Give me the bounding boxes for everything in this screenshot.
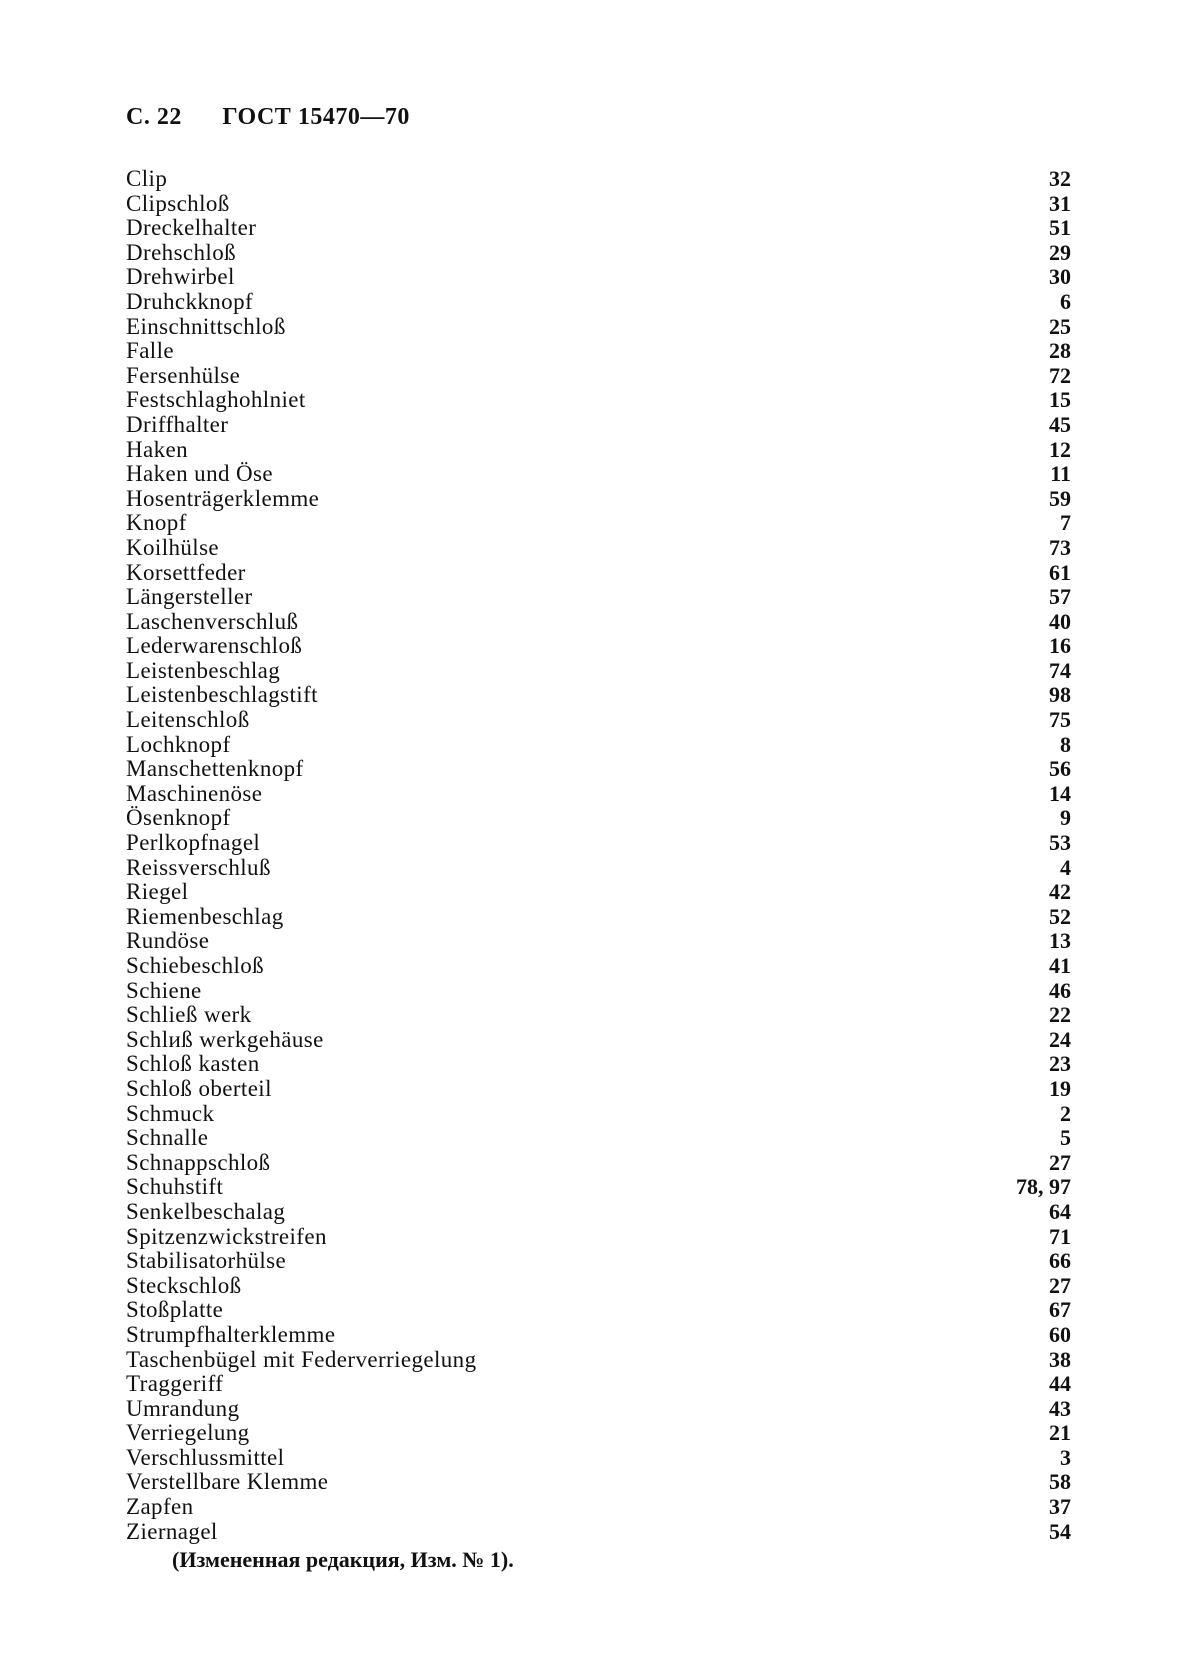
index-reference-number: 9	[1060, 805, 1071, 831]
index-entry	[126, 241, 1071, 266]
index-term: Leistenbeschlag	[126, 657, 281, 683]
index-reference-number: 2	[1060, 1100, 1071, 1126]
index-term: Zapfen	[126, 1494, 194, 1520]
index-term: Traggeriff	[126, 1371, 224, 1397]
index-term: Umrandung	[126, 1395, 240, 1421]
index-reference-number: 41	[1049, 953, 1071, 978]
index-reference-number: 74	[1049, 657, 1071, 683]
index-reference-number: 45	[1049, 411, 1071, 437]
index-reference-number: 6	[1060, 288, 1071, 314]
index-reference-number: 11	[1050, 461, 1071, 487]
index-reference-number: 5	[1060, 1125, 1071, 1151]
index-entry	[126, 216, 1071, 241]
index-entry	[126, 905, 1071, 930]
index-reference-number: 46	[1049, 977, 1071, 1003]
index-term: Festschlaghohlniet	[126, 387, 306, 413]
index-term: Strumpfhalterklemme	[126, 1321, 336, 1347]
index-reference-number: 27	[1049, 1149, 1071, 1175]
index-term: Stabilisatorhülse	[126, 1248, 287, 1274]
index-term: Taschenbügel mit Federverriegelung	[126, 1346, 477, 1372]
index-reference-number: 71	[1049, 1223, 1071, 1249]
index-term: Stoßplatte	[126, 1297, 224, 1323]
index-entry	[126, 511, 1071, 536]
index-term: Senkelbeschalag	[126, 1198, 286, 1224]
index-reference-number: 73	[1049, 534, 1071, 560]
index-term: Schnappschloß	[126, 1149, 271, 1175]
index-term: Clip	[126, 166, 168, 191]
index-entry	[126, 979, 1071, 1004]
index-term: Leitenschloß	[126, 707, 250, 733]
index-entry	[126, 610, 1071, 635]
index-reference-number: 57	[1049, 584, 1071, 610]
index-entry	[126, 364, 1071, 389]
index-term: Hosenträgerklemme	[126, 485, 320, 511]
index-term: Koilhülse	[126, 534, 220, 560]
index-reference-number: 53	[1049, 830, 1071, 856]
index-reference-number: 19	[1049, 1075, 1071, 1101]
index-reference-number: 12	[1049, 436, 1071, 462]
index-term: Dreckelhalter	[126, 215, 257, 241]
index-reference-number: 31	[1049, 190, 1071, 216]
index-entry	[126, 1102, 1071, 1127]
amendment-note: (Измененная редакция, Изм. № 1).	[172, 1547, 514, 1572]
index-term: Maschinenöse	[126, 780, 263, 806]
index-term: Ösenknopf	[126, 805, 231, 831]
index-entry	[126, 1028, 1071, 1053]
index-entry	[126, 880, 1071, 905]
index-term: Schnalle	[126, 1125, 209, 1151]
index-entry	[126, 487, 1071, 512]
index-term: Reissverschluß	[126, 854, 271, 880]
index-reference-number: 37	[1049, 1494, 1071, 1520]
index-entry	[126, 683, 1071, 708]
index-term: Laschenverschluß	[126, 608, 299, 634]
page-header	[126, 104, 410, 131]
index-entry	[126, 659, 1071, 684]
index-term: Falle	[126, 338, 174, 364]
index-entry	[126, 1397, 1071, 1422]
index-term: Schiene	[126, 977, 202, 1003]
index-term: Schloß kasten	[126, 1051, 260, 1077]
index-entry	[126, 265, 1071, 290]
index-entry	[126, 1274, 1071, 1299]
index-reference-number: 3	[1060, 1444, 1071, 1470]
index-term: Clipschloß	[126, 190, 230, 216]
index-reference-number: 16	[1049, 633, 1071, 659]
index-term: Längersteller	[126, 584, 253, 610]
index-entry	[126, 339, 1071, 364]
index-entry	[126, 192, 1071, 217]
index-term: Lederwarenschloß	[126, 633, 303, 659]
index-term: Schlиß werkgehäuse	[126, 1026, 324, 1052]
index-reference-number: 75	[1049, 707, 1071, 733]
index-reference-number: 13	[1049, 928, 1071, 954]
index-term: Fersenhülse	[126, 362, 241, 388]
index-term: Haken	[126, 436, 189, 462]
index-entry	[126, 733, 1071, 758]
index-entry	[126, 462, 1071, 487]
index-term: Schloß oberteil	[126, 1075, 272, 1101]
index-entry	[126, 585, 1071, 610]
index-entry	[126, 708, 1071, 733]
index-reference-number: 32	[1049, 166, 1071, 191]
index-entry	[126, 929, 1071, 954]
index-reference-number: 61	[1049, 559, 1071, 585]
index-entry	[126, 1372, 1071, 1397]
index-entry	[126, 1323, 1071, 1348]
index-entry	[126, 1003, 1071, 1028]
index-term: Einschnittschloß	[126, 313, 286, 339]
index-entry	[126, 1348, 1071, 1373]
index-term: Schließ werk	[126, 1002, 252, 1028]
index-reference-number: 72	[1049, 362, 1071, 388]
index-term: Riegel	[126, 879, 189, 905]
index-reference-number: 58	[1049, 1469, 1071, 1495]
index-reference-number: 4	[1060, 854, 1071, 880]
index-entry	[126, 536, 1071, 561]
index-entry	[126, 1520, 1071, 1545]
index-entry	[126, 413, 1071, 438]
index-term: Drehwirbel	[126, 264, 235, 290]
index-term: Ziernagel	[126, 1518, 218, 1544]
index-reference-number: 67	[1049, 1297, 1071, 1323]
index-term: Druhckknopf	[126, 288, 254, 314]
index-term: Verriegelung	[126, 1420, 250, 1446]
index-reference-number: 54	[1049, 1518, 1071, 1544]
index-reference-number: 98	[1049, 682, 1071, 708]
index-term: Perlkopfnagel	[126, 830, 261, 856]
index-entry	[126, 315, 1071, 340]
index-term: Riemenbeschlag	[126, 903, 284, 929]
index-entry	[126, 1298, 1071, 1323]
index-term: Spitzenzwickstreifen	[126, 1223, 327, 1249]
index-entry	[126, 1495, 1071, 1520]
index-reference-number: 30	[1049, 264, 1071, 290]
index-entry	[126, 1421, 1071, 1446]
index-reference-number: 66	[1049, 1248, 1071, 1274]
index-reference-number: 15	[1049, 387, 1071, 413]
index-term: Schmuck	[126, 1100, 215, 1126]
index-reference-number: 14	[1049, 780, 1071, 806]
index-term: Lochknopf	[126, 731, 231, 757]
index-reference-number: 8	[1060, 731, 1071, 757]
index-term: Leistenbeschlagstift	[126, 682, 318, 708]
index-entry	[126, 1470, 1071, 1495]
index-entry	[126, 1249, 1071, 1274]
index-reference-number: 29	[1049, 239, 1071, 265]
index-reference-number: 28	[1049, 338, 1071, 364]
index-reference-number: 44	[1049, 1371, 1071, 1397]
index-entry	[126, 290, 1071, 315]
index-term: Verschlussmittel	[126, 1444, 285, 1470]
index-term: Rundöse	[126, 928, 210, 954]
index-entry	[126, 782, 1071, 807]
index-reference-number: 78, 97	[1016, 1174, 1071, 1200]
alphabetical-index	[126, 167, 1071, 1544]
index-term: Manschettenknopf	[126, 756, 304, 782]
index-reference-number: 25	[1049, 313, 1071, 339]
index-reference-number: 23	[1049, 1051, 1071, 1077]
index-reference-number: 59	[1049, 485, 1071, 511]
index-entry	[126, 1077, 1071, 1102]
index-entry	[126, 561, 1071, 586]
index-reference-number: 27	[1049, 1272, 1071, 1298]
index-reference-number: 60	[1049, 1321, 1071, 1347]
index-reference-number: 64	[1049, 1198, 1071, 1224]
index-entry	[126, 806, 1071, 831]
index-term: Schiebeschloß	[126, 953, 265, 978]
index-entry	[126, 438, 1071, 463]
index-term: Verstellbare Klemme	[126, 1469, 329, 1495]
index-reference-number: 24	[1049, 1026, 1071, 1052]
index-reference-number: 56	[1049, 756, 1071, 782]
index-term: Drehschloß	[126, 239, 237, 265]
index-term: Driffhalter	[126, 411, 229, 437]
index-entry	[126, 1052, 1071, 1077]
index-term: Knopf	[126, 510, 187, 536]
index-entry	[126, 388, 1071, 413]
index-reference-number: 7	[1060, 510, 1071, 536]
index-entry	[126, 757, 1071, 782]
index-entry	[126, 1126, 1071, 1151]
index-entry	[126, 167, 1071, 192]
index-term: Korsettfeder	[126, 559, 246, 585]
index-entry	[126, 954, 1071, 979]
index-reference-number: 42	[1049, 879, 1071, 905]
index-term: Schuhstift	[126, 1174, 224, 1200]
index-term: Haken und Öse	[126, 461, 273, 487]
index-entry	[126, 1200, 1071, 1225]
index-entry	[126, 856, 1071, 881]
index-reference-number: 38	[1049, 1346, 1071, 1372]
index-entry	[126, 1151, 1071, 1176]
index-term: Steckschloß	[126, 1272, 242, 1298]
index-reference-number: 52	[1049, 903, 1071, 929]
index-reference-number: 22	[1049, 1002, 1071, 1028]
index-reference-number: 40	[1049, 608, 1071, 634]
index-entry	[126, 634, 1071, 659]
index-reference-number: 51	[1049, 215, 1071, 241]
index-entry	[126, 1175, 1071, 1200]
index-entry	[126, 1225, 1071, 1250]
index-reference-number: 21	[1049, 1420, 1071, 1446]
index-entry	[126, 1446, 1071, 1471]
page-number: С. 22	[126, 104, 182, 130]
index-reference-number: 43	[1049, 1395, 1071, 1421]
index-entry	[126, 831, 1071, 856]
standard-code: ГОСТ 15470—70	[222, 104, 410, 130]
